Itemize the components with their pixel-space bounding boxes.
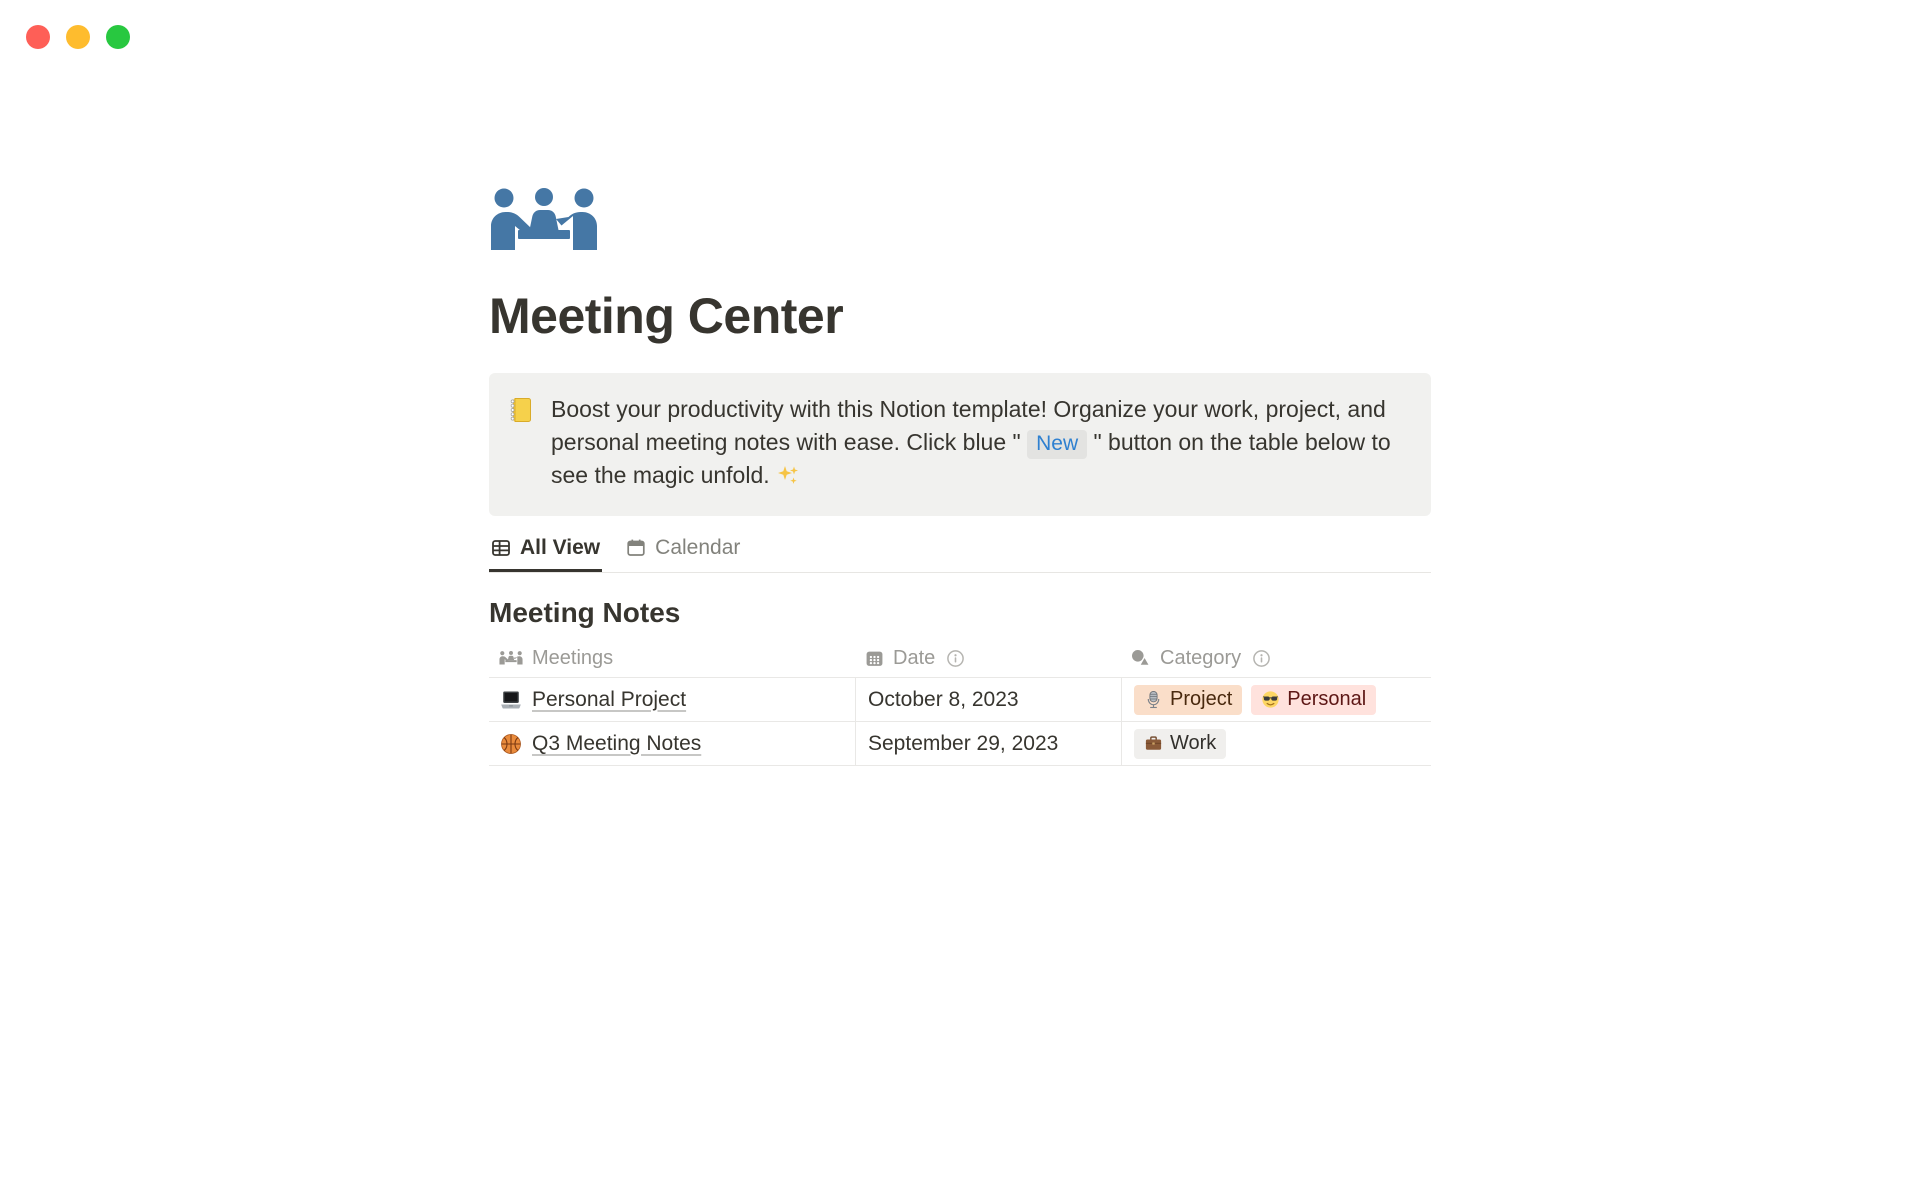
- page-title[interactable]: Meeting Center: [489, 288, 844, 344]
- close-window-button[interactable]: [26, 25, 50, 49]
- date-cell[interactable]: [855, 678, 1121, 721]
- window-controls: [26, 25, 130, 49]
- calendar-icon: [626, 538, 646, 558]
- sunglasses-emoji-icon: [1261, 690, 1280, 709]
- date-cell[interactable]: [855, 722, 1121, 765]
- table-header-row: [489, 639, 1431, 677]
- page-link-q3-meeting-notes[interactable]: [489, 722, 855, 765]
- minimize-window-button[interactable]: [66, 25, 90, 49]
- page-content: [489, 0, 1431, 766]
- category-cell[interactable]: [1121, 722, 1431, 765]
- callout-text-before: Boost your productivity with this Notion template! Organize your work, project, and personal meeting notes with ease. Click blue ": [551, 396, 1386, 455]
- meeting-people-icon: [499, 651, 523, 665]
- new-button-chip: New: [1027, 430, 1087, 459]
- callout-text: [551, 393, 1411, 496]
- info-icon[interactable]: [1252, 649, 1271, 668]
- view-tabs: [489, 534, 1431, 573]
- category-cell[interactable]: [1121, 678, 1431, 721]
- tag-label: Project: [1170, 688, 1233, 710]
- page-link-personal-project[interactable]: [489, 678, 855, 721]
- calendar-icon: [865, 649, 884, 668]
- tab-calendar[interactable]: [624, 534, 742, 572]
- basketball-emoji-icon: [499, 732, 523, 756]
- page-meeting-people-icon[interactable]: [489, 188, 599, 250]
- tag-project[interactable]: [1134, 685, 1242, 715]
- tab-label: Calendar: [655, 536, 741, 559]
- briefcase-emoji-icon: [1144, 734, 1163, 753]
- date-value: September 29, 2023: [868, 731, 1059, 755]
- column-header-category[interactable]: [1121, 647, 1431, 670]
- tag-personal[interactable]: [1251, 685, 1376, 715]
- column-label: Category: [1160, 646, 1242, 669]
- info-icon[interactable]: [946, 649, 965, 668]
- sparkles-emoji-icon: [776, 463, 800, 496]
- table-icon: [491, 538, 511, 558]
- laptop-emoji-icon: [499, 688, 523, 712]
- database-title[interactable]: Meeting Notes: [489, 597, 681, 628]
- tag-work[interactable]: [1134, 729, 1226, 759]
- shapes-icon: [1131, 648, 1151, 668]
- table-body: [489, 677, 1431, 766]
- tab-label: All View: [520, 536, 601, 559]
- row-title[interactable]: Q3 Meeting Notes: [532, 731, 702, 755]
- tag-label: Personal: [1287, 688, 1367, 710]
- row-title[interactable]: Personal Project: [532, 687, 687, 711]
- meeting-notes-table: [489, 639, 1431, 766]
- column-label: Meetings: [532, 646, 614, 669]
- table-row: [489, 677, 1431, 721]
- tag-label: Work: [1170, 732, 1217, 754]
- column-header-meetings[interactable]: [489, 647, 855, 670]
- callout-text-after: " button on the table below to see the magic unfold.: [551, 429, 1391, 488]
- zoom-window-button[interactable]: [106, 25, 130, 49]
- callout: [489, 373, 1431, 516]
- table-row: [489, 721, 1431, 765]
- column-header-date[interactable]: [855, 647, 1121, 670]
- column-label: Date: [893, 646, 936, 669]
- tab-all-view[interactable]: [489, 534, 602, 572]
- ledger-emoji-icon: [507, 393, 535, 496]
- date-value: October 8, 2023: [868, 687, 1019, 711]
- microphone-emoji-icon: [1144, 690, 1163, 709]
